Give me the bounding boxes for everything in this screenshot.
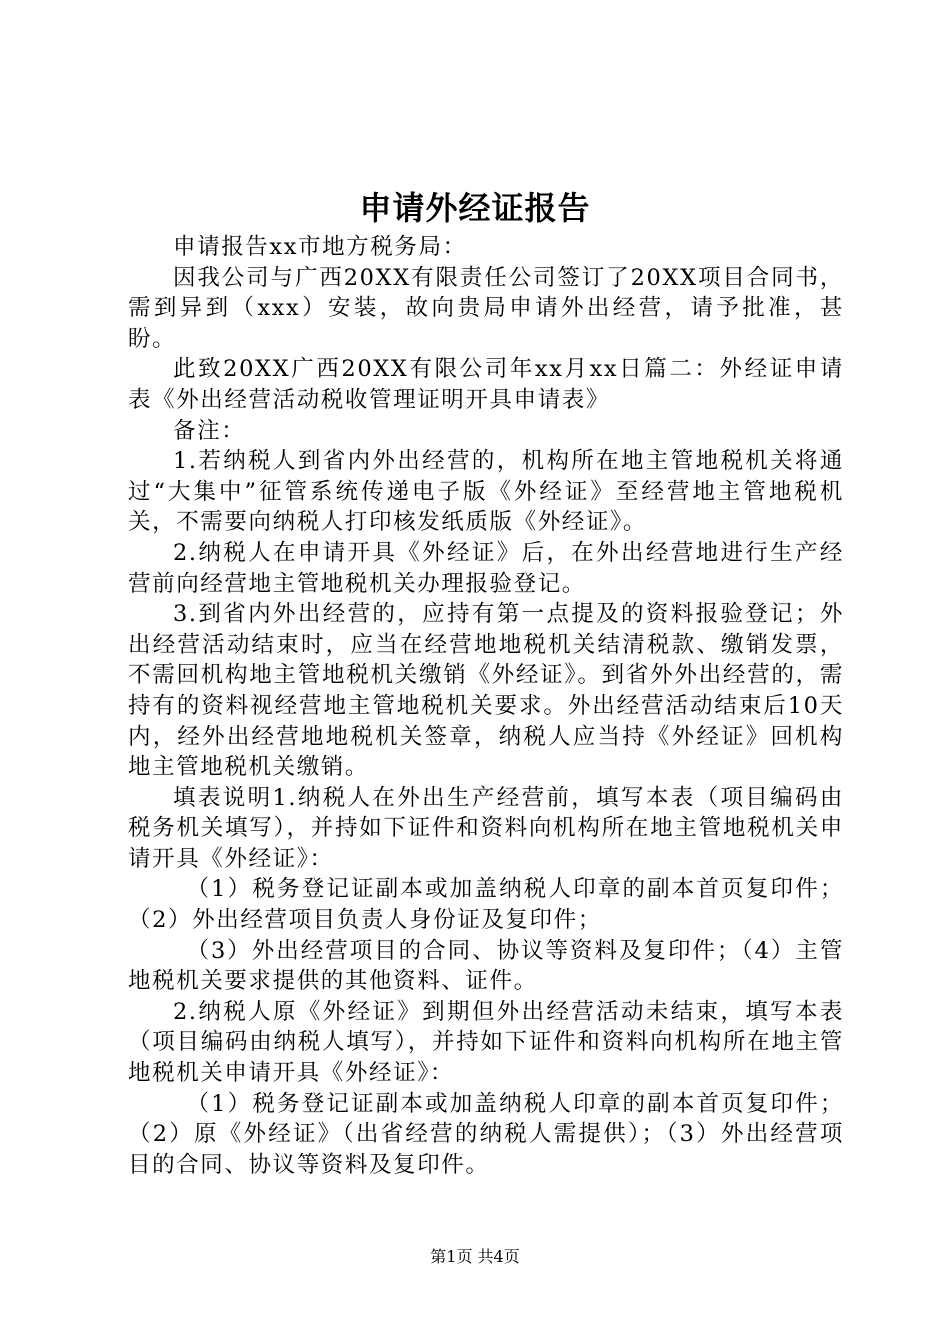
paragraph-note-1: 1.若纳税人到省内外出经营的，机构所在地主管地税机关将通过“大集中”征管系统传递电子版《外经证》至经营地主管地税机关，不需要向纳税人打印核发纸质版《外经证》。 (128, 448, 844, 536)
paragraph-list-3: （1）税务登记证副本或加盖纳税人印章的副本首页复印件；（2）原《外经证》（出省经营的纳税人需提供）；（3）外出经营项目的合同、协议等资料及复印件。 (128, 1090, 844, 1178)
page-footer: 第1页 共4页 (430, 1247, 520, 1266)
paragraph-list-2: （3）外出经营项目的合同、协议等资料及复印件；（4）主管地税机关要求提供的其他资料、证件。 (128, 937, 844, 995)
paragraph-request: 因我公司与广西20XX有限责任公司签订了20XX项目合同书，需到异到（xxx）安装，故向贵局申请外出经营，请予批准，甚盼。 (128, 264, 844, 352)
document-body (128, 232, 844, 1180)
document-title: 申请外经证报告 (359, 189, 591, 227)
paragraph-note-3: 3.到省内外出经营的，应持有第一点提及的资料报验登记；外出经营活动结束时，应当在经营地地税机关结清税款、缴销发票，不需回机构地主管地税机关缴销《外经证》。到省外外出经营的，需持有的资料视经营地主管地税机关要求。外出经营活动结束后10天内，经外出经营地地税机关签章，纳税人应当持《外经证》回机构地主管地税机关缴销。 (128, 601, 844, 781)
paragraph-instructions-2: 2.纳税人原《外经证》到期但外出经营活动未结束，填写本表（项目编码由纳税人填写），并持如下证件和资料向机构所在地主管地税机关申请开具《外经证》： (128, 998, 844, 1087)
paragraph-closing: 此致20XX广西20XX有限公司年xx月xx日篇二：外经证申请表《外出经营活动税收管理证明开具申请表》 (128, 356, 844, 413)
paragraph-list-1: （1）税务登记证副本或加盖纳税人印章的副本首页复印件；（2）外出经营项目负责人身份证及复印件； (128, 876, 844, 934)
paragraph-notes-heading: 备注： (173, 417, 246, 444)
paragraph-salutation: 申请报告xx市地方税务局： (173, 234, 467, 260)
paragraph-note-2: 2.纳税人在申请开具《外经证》后，在外出经营地进行生产经营前向经营地主管地税机关办理报验登记。 (128, 539, 844, 597)
paragraph-instructions-1: 填表说明1.纳税人在外出生产经营前，填写本表（项目编码由税务机关填写），并持如下证件和资料向机构所在地主管地税机关申请开具《外经证》： (128, 784, 844, 872)
